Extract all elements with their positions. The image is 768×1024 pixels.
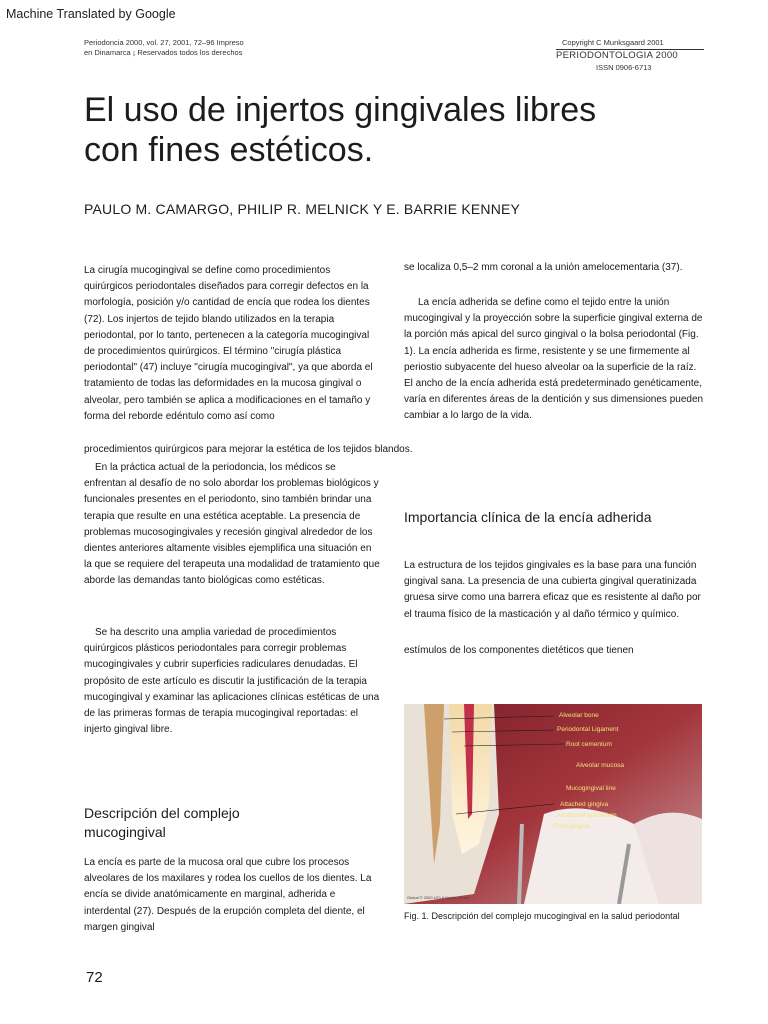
section-heading-mucogingival-complex: Descripción del complejo mucogingival: [84, 805, 240, 840]
purpose-paragraph: Se ha descrito una amplia variedad de procedimientos quirúrgicos plásticos periodontales para corregir problemas mucogingivales y cubrir superficies radiculares denudadas. El propósito de este artículo es discutir la justificación de la terapia mucogingival y examinar las aplicaciones clínicas estéticas de una de las primeras formas de terapia mucogingival reportadas: el injerto gingival libre.: [84, 627, 380, 736]
figure-mucogingival-illustration: [404, 704, 702, 904]
illustration-svg: [404, 704, 702, 904]
label-free-gingiva: Free gingiva: [554, 823, 590, 830]
clinical-importance-paragraph: La estructura de los tejidos gingivales es la base para una función gingival sana. La presencia de una cubierta gingival queratinizada gruesa sirve como una barrera eficaz que es resistente al daño por el trauma físico de la masticación y al daño térmico y químico.: [404, 560, 701, 620]
label-attached-gingiva: Attached gingiva: [560, 801, 609, 808]
continuation-paragraph: se localiza 0,5–2 mm coronal a la unión amelocementaria (37).: [404, 262, 683, 273]
intro-paragraph: La cirugía mucogingival se define como procedimientos quirúrgicos periodontales diseñados para corregir defectos en la morfología, posición y/o cantidad de encía que rodea los dientes (72). Los injertos de tejido blando utilizados en la terapia periodontal, por lo tanto, pertenecen a la categoría mucogingival de procedimientos quirúrgicos. El término "cirugía plástica periodontal" (47) incluye "cirugía mucogingival", ya que aborda el tratamiento de todas las deformidades en la mucosa gingival o alveolar, pero también se aplica a modificaciones en el tamaño y forma del reborde edéntulo como así como: [84, 265, 373, 422]
machine-translation-banner: Machine Translated by Google: [6, 7, 176, 21]
article-title: [84, 90, 704, 170]
page-number: 72: [86, 969, 103, 986]
clinical-importance-tail: estímulos de los componentes dietéticos que tienen: [404, 645, 634, 656]
attached-gingiva-paragraph: La encía adherida se define como el tejido entre la unión mucogingival y la proyección sobre la superficie gingival externa de la porción más apical del surco gingival o la bolsa periodontal (Fig. 1). La encía adherida es firme, resistente y se une firmemente al periostio subyacente del hueso alveolar oa la superficie de la raíz. El ancho de la encía adherida está predeterminado genéticamente, varía en diferentes áreas de la dentición y sus dimensiones pueden cambiar a lo largo de la vida.: [404, 297, 704, 422]
label-junctional-epithelium: Junctional epithelium: [556, 812, 617, 819]
journal-info: [556, 38, 704, 73]
label-alveolar-bone: Alveolar bone: [559, 712, 599, 719]
journal-name: PERIODONTOLOGIA 2000: [556, 49, 704, 61]
title-line-1: El uso de injertos gingivales libres: [84, 91, 597, 129]
label-root-cementum: Root cementum: [566, 741, 612, 748]
copyright: Copyright C Munksgaard 2001: [562, 38, 664, 47]
authors: PAULO M. CAMARGO, PHILIP R. MELNICK Y E. BARRIE KENNEY: [84, 201, 521, 217]
figure-credit: Global © 2000 UCLA Media Center: [407, 895, 470, 900]
citation-info: [84, 38, 344, 58]
title-line-2: con fines estéticos.: [84, 131, 374, 169]
label-periodontal-ligament: Periodontal Ligament: [557, 726, 619, 733]
figure-caption: Fig. 1. Descripción del complejo mucogingival en la salud periodontal: [404, 911, 680, 921]
practice-paragraph: En la práctica actual de la periodoncia, los médicos se enfrentan al desafío de no solo abordar los problemas biológicos y funcionales presentes en el periodonto, sino también brindar una terapia que resulte en una estética aceptable. La presencia de problemas mucosogingivales y recesión gingival alrededor de los dientes anteriores altamente visibles ejemplifica una situación en la que se requiere del terapeuta una modalidad de tratamiento que aborde las demandas tanto biológicas como estéticas.: [84, 462, 380, 587]
gingiva-paragraph: La encía es parte de la mucosa oral que cubre los procesos alveolares de los maxilares y rodea los cuellos de los dientes. La encía se divide anatómicamente en marginal, adherida e interdental (27). Después de la erupción completa del diente, el margen gingival: [84, 857, 372, 933]
issn: ISSN 0906-6713: [596, 63, 652, 72]
section-heading-clinical-importance: Importancia clínica de la encía adherida: [404, 509, 652, 525]
intro-paragraph-tail: procedimientos quirúrgicos para mejorar la estética de los tejidos blandos.: [84, 444, 413, 455]
citation-line-1: Periodoncia 2000, vol. 27, 2001, 72–96 Impreso: [84, 38, 244, 47]
label-mucogingival-line: Mucogingival line: [566, 785, 616, 792]
label-alveolar-mucosa: Alveolar mucosa: [576, 762, 625, 769]
citation-line-2: en Dinamarca ¡ Reservados todos los derechos: [84, 48, 243, 57]
